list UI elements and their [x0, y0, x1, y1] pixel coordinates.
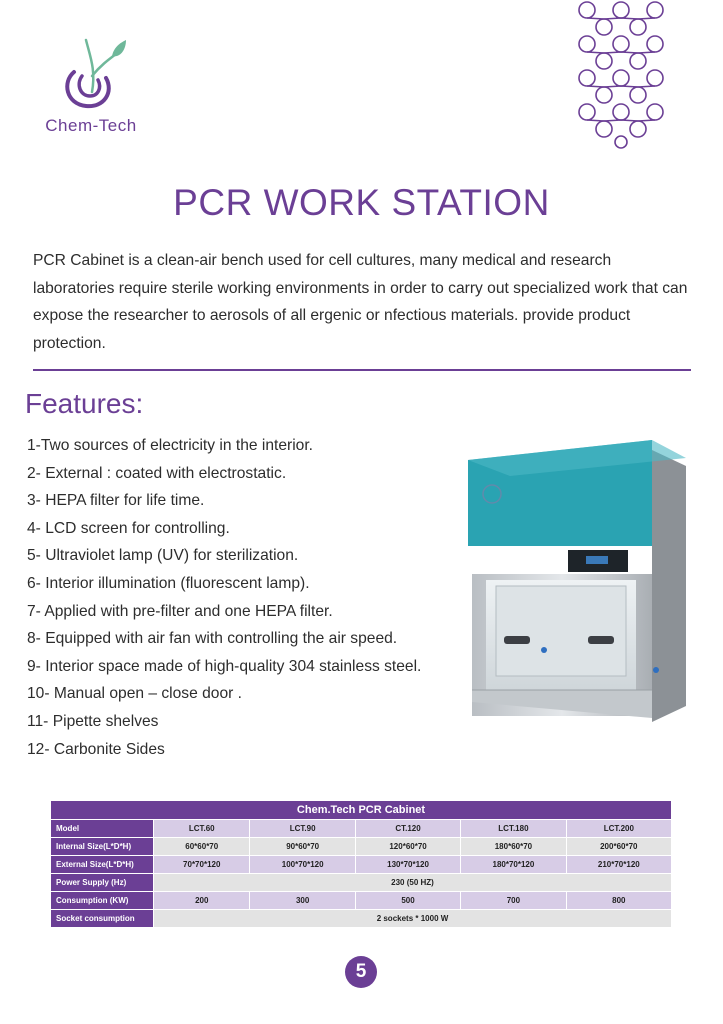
- features-heading: Features:: [25, 388, 144, 419]
- row-label: Internal Size(L*D*H): [51, 838, 154, 856]
- spec-table: [50, 800, 672, 928]
- table-cell: 70*70*120: [154, 856, 250, 874]
- pcr-cabinet-image: [458, 436, 690, 728]
- table-cell: 800: [566, 892, 671, 910]
- feature-item: 3- HEPA filter for life time.: [27, 492, 205, 510]
- table-row: [51, 820, 672, 838]
- row-label: Power Supply (Hz): [51, 874, 154, 892]
- table-cell: 90*60*70: [250, 838, 355, 856]
- table-row: [51, 856, 672, 874]
- row-label: Consumption (KW): [51, 892, 154, 910]
- feature-item: 9- Interior space made of high-quality 304 stainless steel.: [27, 657, 422, 675]
- table-cell: CT.120: [355, 820, 460, 838]
- table-cell: 120*60*70: [355, 838, 460, 856]
- feature-item: 7- Applied with pre-filter and one HEPA filter.: [27, 602, 333, 620]
- table-cell: 300: [250, 892, 355, 910]
- table-cell: LCT.200: [566, 820, 671, 838]
- table-row: [51, 892, 672, 910]
- feature-item: 1-Two sources of electricity in the interior.: [27, 437, 314, 454]
- table-row: [51, 910, 672, 928]
- table-cell: 200*60*70: [566, 838, 671, 856]
- table-cell: 2 sockets * 1000 W: [154, 910, 672, 928]
- feature-item: 6- Interior illumination (fluorescent lamp).: [27, 574, 310, 592]
- page-number: 5: [345, 956, 377, 988]
- row-label: Model: [51, 820, 154, 838]
- features-list: [27, 432, 421, 763]
- table-cell: LCT.180: [461, 820, 566, 838]
- brand-logo: [36, 30, 146, 140]
- table-cell: LCT.60: [154, 820, 250, 838]
- feature-item: 11- Pipette shelves: [27, 712, 159, 730]
- intro-paragraph: PCR Cabinet is a clean-air bench used for cell cultures, many medical and research laboratories require sterile working environments in order to carry out specialized work that can expose the researcher to aerosols of all ergenic or nfectious materials. provide product protection.: [33, 252, 688, 352]
- feature-item: 4- LCD screen for controlling.: [27, 519, 230, 537]
- table-cell: 130*70*120: [355, 856, 460, 874]
- table-cell: 180*60*70: [461, 838, 566, 856]
- row-label: Socket consumption: [51, 910, 154, 928]
- section-divider: [33, 369, 691, 371]
- table-cell: 500: [355, 892, 460, 910]
- decorative-pattern-icon: [570, 0, 672, 150]
- table-cell: 200: [154, 892, 250, 910]
- feature-item: 8- Equipped with air fan with controlling the air speed.: [27, 630, 398, 648]
- table-cell: 180*70*120: [461, 856, 566, 874]
- table-cell: 700: [461, 892, 566, 910]
- feature-item: 12- Carbonite Sides: [27, 740, 165, 758]
- table-row: [51, 838, 672, 856]
- table-row: [51, 874, 672, 892]
- feature-item: 5- Ultraviolet lamp (UV) for sterilization.: [27, 547, 299, 565]
- feature-item: 2- External : coated with electrostatic.: [27, 464, 287, 482]
- row-label: External Size(L*D*H): [51, 856, 154, 874]
- chem-tech-logo-icon: [56, 36, 128, 114]
- table-cell: 100*70*120: [250, 856, 355, 874]
- page-title: PCR WORK STATION: [173, 182, 550, 223]
- feature-item: 10- Manual open – close door .: [27, 685, 242, 703]
- table-cell: 210*70*120: [566, 856, 671, 874]
- table-caption: Chem.Tech PCR Cabinet: [51, 801, 672, 820]
- table-cell: 60*60*70: [154, 838, 250, 856]
- table-cell: LCT.90: [250, 820, 355, 838]
- table-cell: 230 (50 HZ): [154, 874, 672, 892]
- brand-name: Chem-Tech: [45, 116, 137, 135]
